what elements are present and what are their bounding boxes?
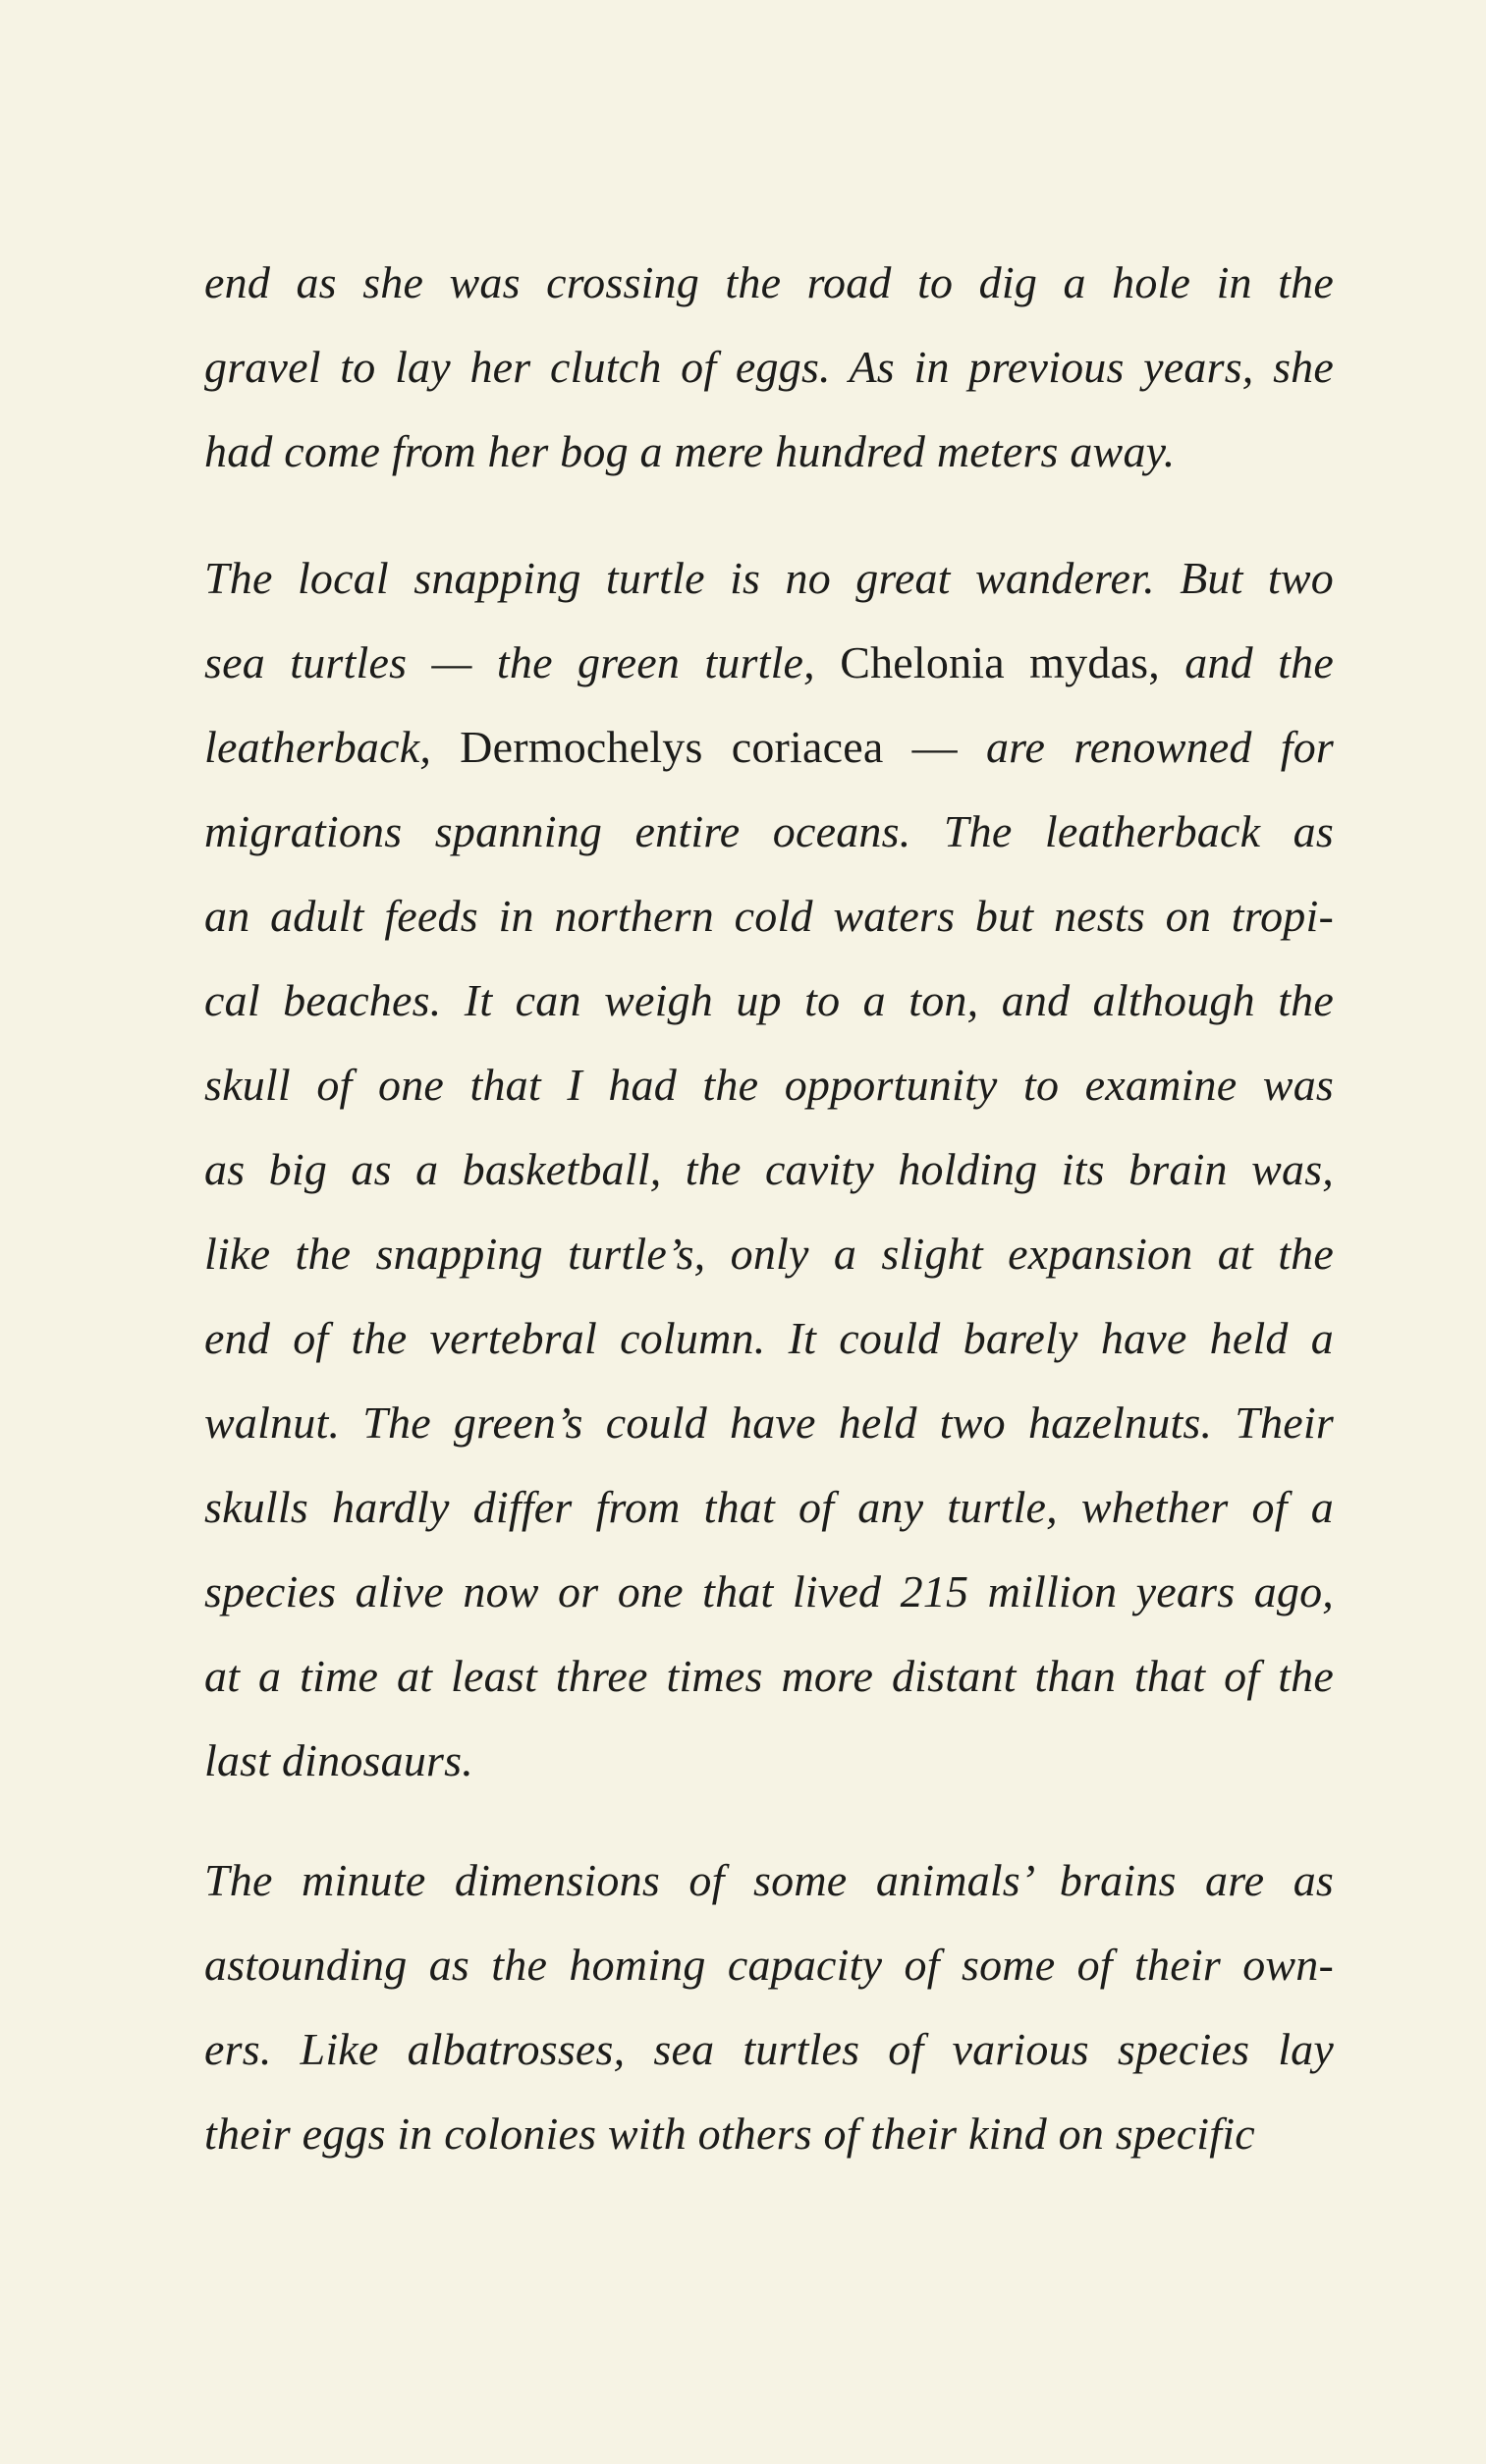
text-line xyxy=(204,958,1334,1043)
text-line xyxy=(204,241,1334,325)
text-line xyxy=(204,1043,1334,1127)
text-line xyxy=(204,2007,1334,2092)
italic-text-run: and the xyxy=(1159,637,1334,687)
italic-text-run: species alive now or one that lived 215 million years ago, xyxy=(204,1566,1334,1616)
text-line xyxy=(204,325,1334,410)
text-line xyxy=(204,1127,1334,1212)
text-line xyxy=(204,1838,1334,1923)
italic-text-run: gravel to lay her clutch of eggs. As in previous years, she xyxy=(204,342,1334,392)
italic-text-run: last dinosaurs. xyxy=(204,1735,473,1785)
text-line xyxy=(204,1381,1334,1465)
italic-text-run: migrations spanning entire oceans. The leatherback as xyxy=(204,806,1334,856)
text-line xyxy=(204,2092,1334,2176)
italic-text-run: end of the vertebral column. It could barely have held a xyxy=(204,1313,1334,1363)
text-line xyxy=(204,1212,1334,1296)
italic-text-run: astounding as the homing capacity of some of their own- xyxy=(204,1940,1334,1990)
text-line xyxy=(204,1923,1334,2007)
italic-text-run: walnut. The green’s could have held two hazelnuts. Their xyxy=(204,1397,1334,1448)
italic-text-run: skull of one that I had the opportunity to examine was xyxy=(204,1060,1334,1110)
italic-text-run: like the snapping turtle’s, only a slight expansion at the xyxy=(204,1229,1334,1279)
text-line xyxy=(204,536,1334,621)
italic-text-run: their eggs in colonies with others of their kind on specific xyxy=(204,2108,1255,2159)
italic-text-run: an adult feeds in northern cold waters but nests on tropi- xyxy=(204,891,1334,941)
paragraph-3 xyxy=(204,1838,1334,2176)
text-line xyxy=(204,1296,1334,1381)
italic-text-run: ers. Like albatrosses, sea turtles of various species lay xyxy=(204,2024,1334,2074)
italic-text-run: The local snapping turtle is no great wanderer. But two xyxy=(204,553,1334,603)
italic-text-run: leatherback, xyxy=(204,722,461,772)
italic-text-run: sea turtles — the green turtle, xyxy=(204,637,841,687)
text-line xyxy=(204,790,1334,874)
paragraph-1 xyxy=(204,241,1334,494)
italic-text-run: had come from her bog a mere hundred meters away. xyxy=(204,426,1176,476)
text-line xyxy=(204,1465,1334,1550)
italic-text-run: cal beaches. It can weigh up to a ton, and although the xyxy=(204,975,1334,1025)
italic-text-run: end as she was crossing the road to dig a hole in the xyxy=(204,257,1334,307)
italic-text-run: as big as a basketball, the cavity holding its brain was, xyxy=(204,1144,1334,1194)
italic-text-run: are renowned for xyxy=(957,722,1335,772)
italic-text-run: at a time at least three times more distant than that of the xyxy=(204,1651,1334,1701)
text-line xyxy=(204,621,1334,705)
text-line xyxy=(204,410,1334,494)
roman-text-run: Dermochelys coriacea — xyxy=(460,722,958,772)
text-line xyxy=(204,1719,1334,1803)
roman-text-run: Chelonia mydas, xyxy=(840,637,1160,687)
text-line xyxy=(204,705,1334,790)
text-line xyxy=(204,874,1334,958)
italic-text-run: skulls hardly differ from that of any turtle, whether of a xyxy=(204,1482,1334,1532)
text-line xyxy=(204,1634,1334,1719)
italic-text-run: The minute dimensions of some animals’ brains are as xyxy=(204,1855,1334,1905)
text-line xyxy=(204,1550,1334,1634)
paragraph-2 xyxy=(204,536,1334,1803)
